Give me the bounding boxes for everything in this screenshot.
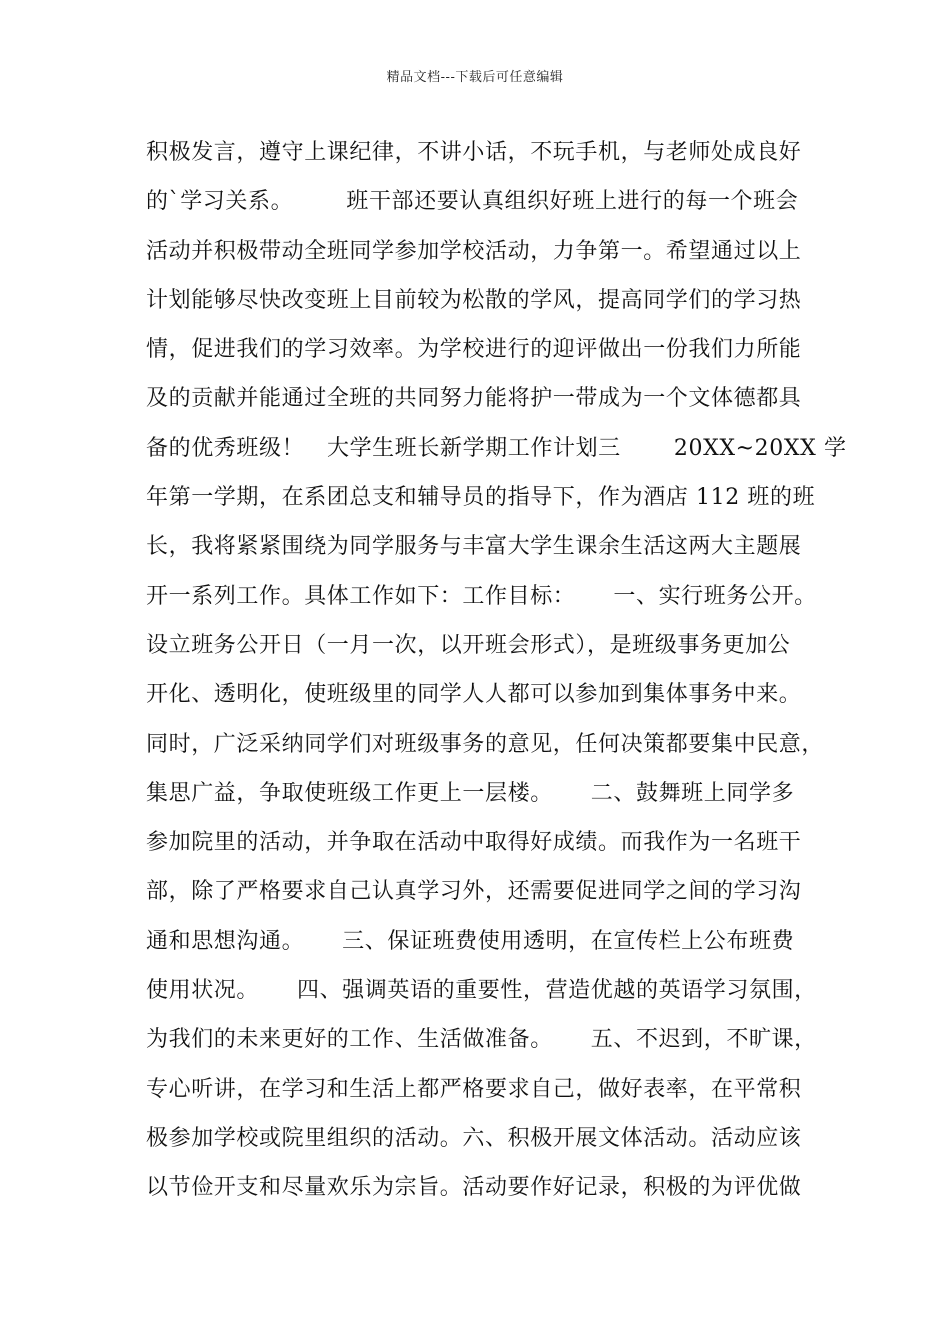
text-line: 同时，广泛采纳同学们对班级事务的意见，任何决策都要集中民意， [146,731,825,757]
text-line: 积极发言，遵守上课纪律，不讲小话，不玩手机，与老师处成良好 [146,140,802,165]
text-line: 计划能够尽快改变班上目前较为松散的学风，提高同学们的学习热 [146,287,802,313]
text-line: 备的优秀班级！ 大学生班长新学期工作计划三 20XX~20XX 学 [146,435,847,461]
text-line: 使用状况。 四、强调英语的重要性，营造优越的英语学习氛围， [146,978,817,1004]
text-line: 参加院里的活动，并争取在活动中取得好成绩。而我作为一名班干 [146,830,802,856]
text-line: 通和思想沟通。 三、保证班费使用透明，在宣传栏上公布班费 [146,928,795,954]
text-line: 开化、透明化，使班级里的同学人人都可以参加到集体事务中来。 [146,682,802,708]
text-line: 为我们的未来更好的工作、生活做准备。 五、不迟到，不旷课， [146,1027,817,1053]
text-line: 极参加学校或院里组织的活动。六、积极开展文体活动。活动应该 [146,1125,802,1151]
text-line: 的`学习关系。 班干部还要认真组织好班上进行的每一个班会 [146,189,799,215]
text-line: 以节俭开支和尽量欢乐为宗旨。活动要作好记录，积极的为评优做 [146,1175,802,1201]
text-line: 情，促进我们的学习效率。为学校进行的迎评做出一份我们力所能 [146,337,802,363]
text-line: 年第一学期，在系团总支和辅导员的指导下，作为酒店 112 班的班 [146,485,816,511]
text-line: 专心听讲，在学习和生活上都严格要求自己，做好表率，在平常积 [146,1076,802,1102]
body-text [146,128,847,1213]
text-line: 及的贡献并能通过全班的共同努力能将护一带成为一个文体德都具 [146,386,802,412]
text-line: 集思广益，争取使班级工作更上一层楼。 二、鼓舞班上同学多 [146,780,795,806]
text-line: 长，我将紧紧围绕为同学服务与丰富大学生课余生活这两大主题展 [146,534,802,560]
text-line: 活动并积极带动全班同学参加学校活动，力争第一。希望通过以上 [146,238,802,264]
text-line: 部，除了严格要求自己认真学习外，还需要促进同学之间的学习沟 [146,879,802,905]
page-header: 精品文档---下载后可任意编辑 [386,70,564,85]
text-line: 开一系列工作。具体工作如下：工作目标： 一、实行班务公开。 [146,583,817,609]
text-line: 设立班务公开日（一月一次，以开班会形式），是班级事务更加公 [146,632,791,658]
